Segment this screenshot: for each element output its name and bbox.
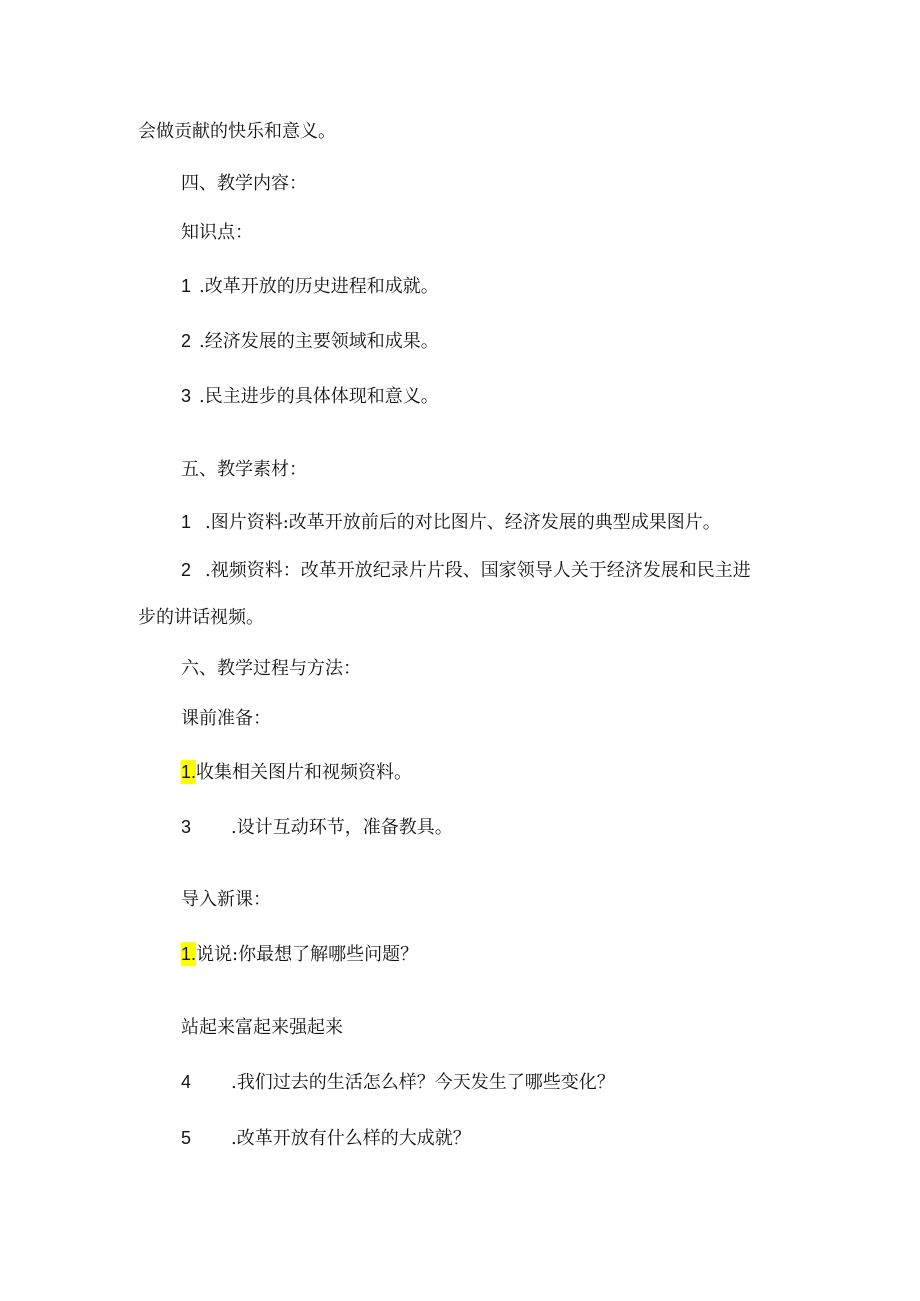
section-4-heading: 四、教学内容： [181,173,307,194]
knowledge-item-3: 3 .民主进步的具体体现和意义。 [181,386,439,407]
prep-item-2: 3 .设计互动环节，准备教具。 [181,817,453,838]
intro-heading: 导入新课： [181,889,271,910]
prep-item-1: 1.收集相关图片和视频资料。 [181,762,413,783]
material-item-2: 2 .视频资料：改革开放纪录片片段、国家领导人关于经济发展和民主进 [181,560,751,581]
highlight-marker: 1. [181,944,197,964]
question-item-5: 5 .改革开放有什么样的大成就？ [181,1128,471,1149]
section-5-heading: 五、教学素材： [181,459,307,480]
prep-heading: 课前准备： [181,708,271,729]
paragraph-continuation: 会做贡献的快乐和意义。 [138,121,336,142]
knowledge-item-2: 2 .经济发展的主要领域和成果。 [181,331,439,352]
knowledge-item-1: 1 .改革开放的历史进程和成就。 [181,276,439,297]
intro-item-1: 1.说说:你最想了解哪些问题？ [181,944,419,965]
section-6-heading: 六、教学过程与方法： [181,658,361,679]
slogan-line: 站起来富起来强起来 [181,1017,343,1038]
highlight-marker: 1. [181,762,197,782]
knowledge-heading: 知识点： [181,222,253,243]
material-item-2-continuation: 步的讲话视频。 [138,607,264,628]
material-item-1: 1 .图片资料:改革开放前后的对比图片、经济发展的典型成果图片。 [181,512,721,533]
question-item-4: 4 .我们过去的生活怎么样？今天发生了哪些变化？ [181,1072,615,1093]
